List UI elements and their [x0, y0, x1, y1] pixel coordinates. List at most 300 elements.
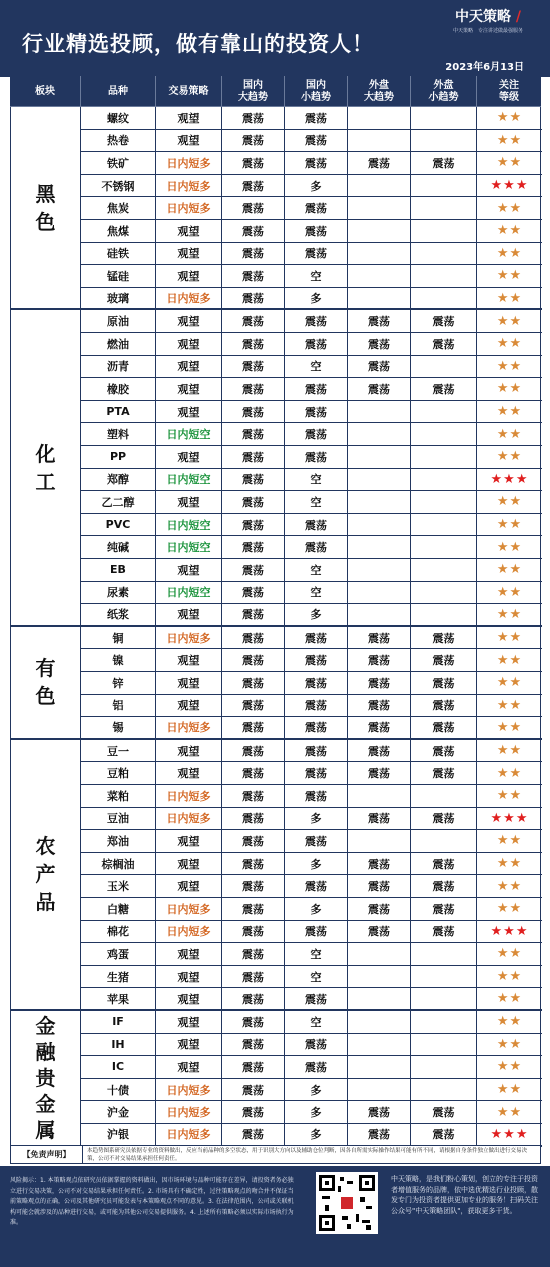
col-foreign-small-trend-line1: 外盘 [433, 79, 454, 91]
domestic-small-trend-cell: 震荡 [285, 423, 348, 445]
variety-cell: PTA [81, 401, 156, 423]
foreign-small-trend-cell [411, 988, 477, 1009]
qr-finder-bottom-left [319, 1215, 335, 1231]
strategy-cell: 观望 [156, 875, 222, 897]
foreign-big-trend-cell [348, 582, 411, 604]
domestic-small-trend-cell: 多 [285, 175, 348, 197]
domestic-big-trend-cell: 震荡 [222, 1011, 285, 1033]
domestic-big-trend-cell: 震荡 [222, 288, 285, 309]
foreign-big-trend-cell [348, 830, 411, 852]
domestic-big-trend-cell: 震荡 [222, 401, 285, 423]
foreign-small-trend-cell [411, 469, 477, 491]
table-row [81, 672, 542, 695]
variety-cell: 锰硅 [81, 265, 156, 287]
table-row [81, 107, 542, 130]
domestic-big-trend-cell: 震荡 [222, 356, 285, 378]
col-domestic-big-trend [221, 76, 284, 107]
col-focus-level-line2: 等级 [499, 91, 519, 103]
table-row [81, 785, 542, 808]
domestic-big-trend-cell: 震荡 [222, 1079, 285, 1101]
table-row [81, 446, 542, 469]
table-row [81, 333, 542, 356]
foreign-small-trend-cell [411, 243, 477, 265]
domestic-small-trend-cell: 多 [285, 898, 348, 920]
foreign-big-trend-cell [348, 1079, 411, 1101]
foreign-small-trend-cell [411, 423, 477, 445]
foreign-small-trend-cell [411, 966, 477, 988]
focus-level-stars: ★★ [496, 290, 523, 306]
domestic-small-trend-cell: 震荡 [285, 446, 348, 468]
domestic-small-trend-cell: 空 [285, 265, 348, 287]
qr-finder-top-right [359, 1175, 375, 1191]
foreign-small-trend-cell [411, 943, 477, 965]
strategy-cell: 日内短多 [156, 288, 222, 309]
domestic-big-trend-cell: 震荡 [222, 265, 285, 287]
strategy-cell: 观望 [156, 401, 222, 423]
focus-level-stars: ★★ [496, 336, 523, 352]
strategy-cell: 观望 [156, 988, 222, 1009]
domestic-small-trend-cell: 震荡 [285, 333, 348, 355]
domestic-big-trend-cell: 震荡 [222, 853, 285, 875]
foreign-small-trend-cell: 震荡 [411, 627, 477, 649]
about-text: 中天策略，是我们粉心策划，创立的专注于投资者增值服务的品牌，依中选优精选行业投顾，散发专门为投资者提供更加专业的服务！扫码关注公众号"中天策略团队"，获取更多干货。 [391, 1175, 538, 1215]
foreign-small-trend-cell [411, 265, 477, 287]
foreign-big-trend-cell: 震荡 [348, 627, 411, 649]
foreign-small-trend-cell [411, 536, 477, 558]
domestic-small-trend-cell: 震荡 [285, 1034, 348, 1056]
strategy-cell: 观望 [156, 107, 222, 129]
domestic-small-trend-cell: 震荡 [285, 672, 348, 694]
variety-cell: 热卷 [81, 130, 156, 152]
col-foreign-big-trend-line2: 大趋势 [364, 91, 394, 103]
variety-cell: 郑醇 [81, 469, 156, 491]
table-row [81, 853, 542, 876]
table-row [81, 356, 542, 379]
col-strategy-label: 交易策略 [168, 85, 209, 97]
variety-cell: 玻璃 [81, 288, 156, 309]
focus-level-stars: ★★ [496, 110, 523, 126]
domestic-big-trend-cell: 震荡 [222, 740, 285, 762]
qr-finder-top-left [319, 1175, 335, 1191]
domestic-small-trend-cell: 多 [285, 808, 348, 830]
sector-group [11, 740, 81, 1011]
foreign-small-trend-cell [411, 356, 477, 378]
focus-level-stars: ★★★ [490, 810, 529, 826]
domestic-small-trend-cell: 多 [285, 1101, 348, 1123]
sector-name-char: 工 [35, 469, 56, 494]
table-row [81, 152, 542, 175]
foreign-big-trend-cell: 震荡 [348, 356, 411, 378]
foreign-big-trend-cell [348, 988, 411, 1009]
foreign-big-trend-cell: 震荡 [348, 310, 411, 332]
domestic-big-trend-cell: 震荡 [222, 559, 285, 581]
domestic-big-trend-cell: 震荡 [222, 672, 285, 694]
foreign-small-trend-cell: 震荡 [411, 853, 477, 875]
table-row [81, 604, 542, 627]
variety-cell: 铁矿 [81, 152, 156, 174]
focus-level-stars: ★★ [496, 878, 523, 894]
domestic-small-trend-cell: 震荡 [285, 695, 348, 717]
variety-cell: 不锈钢 [81, 175, 156, 197]
variety-cell: 苹果 [81, 988, 156, 1009]
strategy-cell: 观望 [156, 220, 222, 242]
strategy-cell: 观望 [156, 1011, 222, 1033]
domestic-big-trend-cell: 震荡 [222, 1124, 285, 1145]
table-row [81, 1101, 542, 1124]
foreign-big-trend-cell [348, 604, 411, 625]
foreign-small-trend-cell [411, 830, 477, 852]
domestic-small-trend-cell: 震荡 [285, 740, 348, 762]
col-domestic-small-trend-line1: 国内 [306, 79, 326, 91]
col-foreign-small-trend-line2: 小趋势 [428, 91, 459, 103]
foreign-big-trend-cell: 震荡 [348, 921, 411, 943]
domestic-big-trend-cell: 震荡 [222, 808, 285, 830]
strategy-cell: 日内短空 [156, 423, 222, 445]
foreign-small-trend-cell [411, 288, 477, 309]
focus-level-stars: ★★ [496, 675, 523, 691]
foreign-small-trend-cell: 震荡 [411, 921, 477, 943]
sector-name-char: 属 [35, 1117, 56, 1142]
sector-name-char: 品 [35, 890, 56, 915]
table-row [81, 943, 542, 966]
domestic-big-trend-cell: 震荡 [222, 1056, 285, 1078]
foreign-big-trend-cell [348, 1034, 411, 1056]
strategy-cell: 日内短多 [156, 785, 222, 807]
table-row [81, 130, 542, 153]
variety-cell: PVC [81, 514, 156, 536]
foreign-big-trend-cell: 震荡 [348, 378, 411, 400]
strategy-cell: 日内短空 [156, 514, 222, 536]
variety-cell: 菜粕 [81, 785, 156, 807]
foreign-small-trend-cell: 震荡 [411, 695, 477, 717]
focus-level-stars: ★★ [496, 268, 523, 284]
focus-level-stars: ★★ [496, 426, 523, 442]
strategy-cell: 观望 [156, 333, 222, 355]
focus-level-stars: ★★ [496, 155, 523, 171]
domestic-big-trend-cell: 震荡 [222, 220, 285, 242]
variety-cell: 尿素 [81, 582, 156, 604]
domestic-small-trend-cell: 空 [285, 966, 348, 988]
domestic-small-trend-cell: 多 [285, 853, 348, 875]
header-banner [0, 0, 550, 77]
foreign-big-trend-cell [348, 514, 411, 536]
variety-cell: 豆粕 [81, 762, 156, 784]
focus-level-stars: ★★ [496, 946, 523, 962]
domestic-big-trend-cell: 震荡 [222, 943, 285, 965]
focus-level-stars: ★★ [496, 313, 523, 329]
domestic-small-trend-cell: 震荡 [285, 830, 348, 852]
focus-level-stars: ★★ [496, 223, 523, 239]
domestic-small-trend-cell: 多 [285, 288, 348, 309]
domestic-small-trend-cell: 空 [285, 943, 348, 965]
domestic-small-trend-cell: 多 [285, 1124, 348, 1145]
variety-cell: 焦煤 [81, 220, 156, 242]
focus-level-stars: ★★ [496, 1014, 523, 1030]
foreign-big-trend-cell: 震荡 [348, 853, 411, 875]
foreign-big-trend-cell: 震荡 [348, 808, 411, 830]
foreign-big-trend-cell [348, 966, 411, 988]
qr-code-icon [316, 1172, 378, 1234]
strategy-cell: 日内短多 [156, 921, 222, 943]
focus-level-stars: ★★ [496, 449, 523, 465]
col-foreign-big-trend-line1: 外盘 [369, 79, 389, 91]
qr-module [338, 1186, 341, 1192]
qr-module [360, 1197, 365, 1202]
foreign-big-trend-cell [348, 423, 411, 445]
domestic-big-trend-cell: 震荡 [222, 875, 285, 897]
brand-slash-icon: / [511, 9, 521, 25]
foreign-small-trend-cell [411, 107, 477, 129]
foreign-big-trend-cell: 震荡 [348, 1124, 411, 1145]
foreign-big-trend-cell: 震荡 [348, 672, 411, 694]
strategy-cell: 观望 [156, 130, 222, 152]
focus-level-stars: ★★ [496, 404, 523, 420]
domestic-small-trend-cell: 多 [285, 1079, 348, 1101]
table-row [81, 288, 542, 311]
domestic-big-trend-cell: 震荡 [222, 130, 285, 152]
strategy-cell: 日内短多 [156, 1079, 222, 1101]
strategy-cell: 观望 [156, 966, 222, 988]
table-row [81, 197, 542, 220]
foreign-big-trend-cell [348, 536, 411, 558]
domestic-big-trend-cell: 震荡 [222, 197, 285, 219]
strategy-cell: 观望 [156, 446, 222, 468]
focus-level-stars: ★★ [496, 719, 523, 735]
table-row [81, 627, 542, 650]
table-row [81, 988, 542, 1011]
brand-logo-text: 中天策略 / [455, 9, 521, 25]
variety-cell: 橡胶 [81, 378, 156, 400]
foreign-small-trend-cell: 震荡 [411, 672, 477, 694]
foreign-big-trend-cell: 震荡 [348, 740, 411, 762]
focus-level-stars: ★★★ [490, 1126, 529, 1142]
focus-level-stars: ★★★ [490, 923, 529, 939]
strategy-cell: 观望 [156, 604, 222, 625]
table-row [81, 762, 542, 785]
foreign-big-trend-cell: 震荡 [348, 875, 411, 897]
focus-level-stars: ★★ [496, 788, 523, 804]
strategy-cell: 观望 [156, 491, 222, 513]
domestic-big-trend-cell: 震荡 [222, 107, 285, 129]
table-row [81, 875, 542, 898]
foreign-small-trend-cell [411, 175, 477, 197]
foreign-small-trend-cell [411, 559, 477, 581]
domestic-big-trend-cell: 震荡 [222, 423, 285, 445]
sector-name-char: 贵 [35, 1065, 56, 1090]
strategy-cell: 观望 [156, 649, 222, 671]
foreign-big-trend-cell [348, 220, 411, 242]
strategy-cell: 观望 [156, 740, 222, 762]
variety-cell: 原油 [81, 310, 156, 332]
strategy-cell: 日内短空 [156, 536, 222, 558]
foreign-small-trend-cell [411, 604, 477, 625]
strategy-cell: 日内短多 [156, 898, 222, 920]
strategy-cell: 日内短多 [156, 808, 222, 830]
qr-center-logo [339, 1195, 355, 1211]
focus-level-stars: ★★ [496, 1104, 523, 1120]
col-foreign-big-trend [347, 76, 410, 107]
domestic-small-trend-cell: 震荡 [285, 152, 348, 174]
domestic-small-trend-cell: 震荡 [285, 875, 348, 897]
domestic-big-trend-cell: 震荡 [222, 514, 285, 536]
strategy-cell: 观望 [156, 830, 222, 852]
focus-level-stars: ★★ [496, 358, 523, 374]
domestic-small-trend-cell: 空 [285, 559, 348, 581]
sector-name-char: 产 [35, 862, 56, 887]
domestic-big-trend-cell: 震荡 [222, 988, 285, 1009]
table-row [81, 265, 542, 288]
report-date: 2023年6月13日 [445, 62, 524, 73]
domestic-big-trend-cell: 震荡 [222, 243, 285, 265]
foreign-big-trend-cell [348, 401, 411, 423]
strategy-cell: 日内短多 [156, 1101, 222, 1123]
domestic-small-trend-cell: 震荡 [285, 401, 348, 423]
strategy-cell: 观望 [156, 943, 222, 965]
strategy-cell: 观望 [156, 559, 222, 581]
table-row [81, 514, 542, 537]
strategy-cell: 观望 [156, 356, 222, 378]
table-row [81, 717, 542, 740]
variety-cell: 镍 [81, 649, 156, 671]
table-row [81, 175, 542, 198]
foreign-small-trend-cell: 震荡 [411, 333, 477, 355]
foreign-small-trend-cell [411, 1056, 477, 1078]
table-body [10, 107, 541, 1147]
foreign-small-trend-cell: 震荡 [411, 717, 477, 738]
qr-module [322, 1196, 330, 1199]
strategy-cell: 日内短多 [156, 152, 222, 174]
domestic-small-trend-cell: 震荡 [285, 785, 348, 807]
focus-level-stars: ★★ [496, 381, 523, 397]
domestic-small-trend-cell: 空 [285, 1011, 348, 1033]
col-domestic-small-trend-line2: 小趋势 [301, 91, 331, 103]
variety-cell: IH [81, 1034, 156, 1056]
col-foreign-small-trend [410, 76, 476, 107]
qr-module [366, 1206, 372, 1209]
table-row [81, 559, 542, 582]
table-row [81, 1011, 542, 1034]
domestic-big-trend-cell: 震荡 [222, 152, 285, 174]
col-focus-level-line1: 关注 [499, 79, 519, 91]
variety-cell: 铝 [81, 695, 156, 717]
brand-logo [440, 6, 536, 34]
sector-name-char: 金 [35, 1091, 56, 1116]
col-variety-label: 品种 [108, 85, 128, 97]
domestic-big-trend-cell: 震荡 [222, 898, 285, 920]
foreign-small-trend-cell: 震荡 [411, 649, 477, 671]
domestic-small-trend-cell: 震荡 [285, 627, 348, 649]
foreign-small-trend-cell [411, 130, 477, 152]
sector-group [11, 310, 81, 626]
focus-level-stars: ★★ [496, 245, 523, 261]
table-row [81, 830, 542, 853]
foreign-small-trend-cell [411, 1079, 477, 1101]
domestic-big-trend-cell: 震荡 [222, 604, 285, 625]
domestic-big-trend-cell: 震荡 [222, 1034, 285, 1056]
focus-level-stars: ★★ [496, 539, 523, 555]
strategy-cell: 观望 [156, 243, 222, 265]
domestic-big-trend-cell: 震荡 [222, 649, 285, 671]
domestic-big-trend-cell: 震荡 [222, 446, 285, 468]
sector-name-char: 金 [35, 1013, 56, 1038]
variety-cell: 棉花 [81, 921, 156, 943]
focus-level-stars: ★★ [496, 765, 523, 781]
focus-level-stars: ★★ [496, 584, 523, 600]
footer [0, 1166, 550, 1267]
focus-level-stars: ★★ [496, 856, 523, 872]
foreign-small-trend-cell [411, 446, 477, 468]
header-slogan: 行业精选投顾，做有靠山的投资人！ [22, 32, 374, 56]
foreign-small-trend-cell: 震荡 [411, 875, 477, 897]
sector-name-char: 色 [35, 684, 56, 709]
table-header-row [10, 76, 541, 107]
foreign-big-trend-cell: 震荡 [348, 152, 411, 174]
table-row [81, 401, 542, 424]
qr-module [347, 1224, 351, 1229]
sector-name-char: 有 [35, 656, 56, 681]
domestic-small-trend-cell: 空 [285, 356, 348, 378]
strategy-cell: 日内短多 [156, 197, 222, 219]
domestic-small-trend-cell: 震荡 [285, 988, 348, 1009]
table-row [81, 1079, 542, 1102]
focus-level-stars: ★★ [496, 833, 523, 849]
domestic-big-trend-cell: 震荡 [222, 582, 285, 604]
variety-cell: 铜 [81, 627, 156, 649]
variety-cell: 锌 [81, 672, 156, 694]
focus-level-stars: ★★ [496, 494, 523, 510]
strategy-cell: 观望 [156, 853, 222, 875]
sector-group [11, 1011, 81, 1147]
foreign-small-trend-cell: 震荡 [411, 762, 477, 784]
domestic-small-trend-cell: 多 [285, 604, 348, 625]
domestic-small-trend-cell: 震荡 [285, 649, 348, 671]
domestic-small-trend-cell: 震荡 [285, 130, 348, 152]
strategy-cell: 日内短多 [156, 717, 222, 738]
sector-name-char: 黑 [35, 181, 56, 206]
foreign-big-trend-cell [348, 175, 411, 197]
variety-cell: 豆一 [81, 740, 156, 762]
col-domestic-big-trend-line1: 国内 [243, 79, 263, 91]
domestic-small-trend-cell: 震荡 [285, 762, 348, 784]
domestic-big-trend-cell: 震荡 [222, 378, 285, 400]
foreign-small-trend-cell [411, 220, 477, 242]
qr-module [340, 1177, 344, 1181]
foreign-small-trend-cell [411, 514, 477, 536]
variety-cell: 燃油 [81, 333, 156, 355]
domestic-small-trend-cell: 震荡 [285, 220, 348, 242]
foreign-big-trend-cell [348, 1011, 411, 1033]
domestic-small-trend-cell: 震荡 [285, 1056, 348, 1078]
table-row [81, 898, 542, 921]
domestic-small-trend-cell: 震荡 [285, 514, 348, 536]
domestic-small-trend-cell: 震荡 [285, 717, 348, 738]
col-sector-label: 板块 [35, 85, 55, 97]
variety-cell: 焦炭 [81, 197, 156, 219]
foreign-big-trend-cell [348, 785, 411, 807]
disclaimer [10, 1145, 541, 1164]
foreign-big-trend-cell: 震荡 [348, 717, 411, 738]
qr-module [342, 1216, 348, 1220]
brand-logo-tagline: 中天策略 专注讲述做最强服务 [452, 28, 523, 34]
table-row [81, 1034, 542, 1057]
variety-cell: 锡 [81, 717, 156, 738]
domestic-big-trend-cell: 震荡 [222, 830, 285, 852]
focus-level-stars: ★★ [496, 1036, 523, 1052]
domestic-small-trend-cell: 震荡 [285, 921, 348, 943]
col-focus-level [476, 76, 541, 107]
domestic-big-trend-cell: 震荡 [222, 966, 285, 988]
domestic-big-trend-cell: 震荡 [222, 491, 285, 513]
